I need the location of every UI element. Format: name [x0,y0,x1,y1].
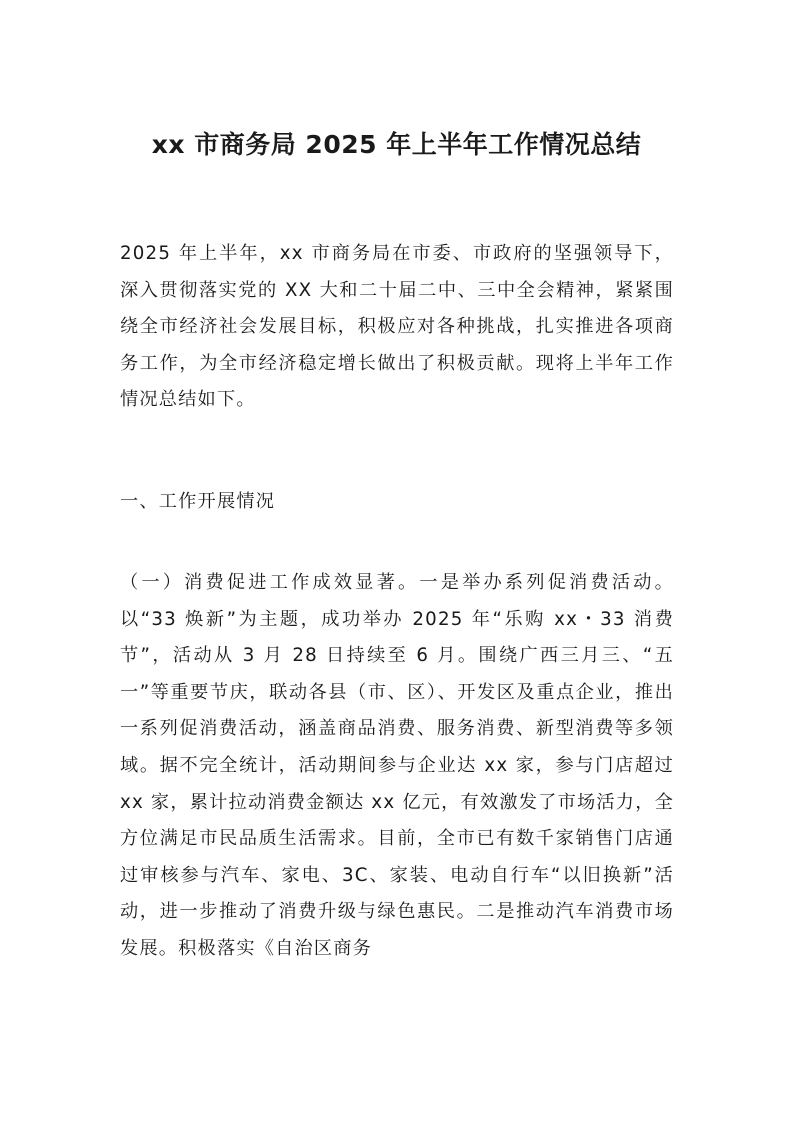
section-heading: 一、工作开展情况 [120,491,276,512]
body-paragraph: （一）消费促进工作成效显著。一是举办系列促消费活动。以“33 焕新”为主题，成功举办 2025 年“乐购 xx・33 消费节”，活动从 3 月 28 日持续至 6 月。围绕广西三月三、“五一”等重要节庆，联动各县（市、区）、开发区及重点企业，推出一系列促消费活动，涵盖商品消费、服务消费、新型消费等多领域。据不完全统计，活动期间参与企业达 xx 家，参与门店超过 xx 家，累计拉动消费金额达 xx 亿元，有效激发了市场活力，全方位满足市民品质生活需求。目前，全市已有数千家销售门店通过审核参与汽车、家电、3C、家装、电动自行车“以旧换新”活动，进一步推动了消费升级与绿色惠民。二是推动汽车消费市场发展。积极落实《自治区商务 [120,572,674,959]
document-title: xx 市商务局 2025 年上半年工作情况总结 [151,130,642,159]
intro-paragraph: 2025 年上半年，xx 市商务局在市委、市政府的坚强领导下，深入贯彻落实党的 XX 大和二十届二中、三中全会精神，紧紧围绕全市经济社会发展目标，积极应对各种挑战，扎实推进各项商务工作，为全市经济稳定增长做出了积极贡献。现将上半年工作情况总结如下。 [120,243,674,411]
